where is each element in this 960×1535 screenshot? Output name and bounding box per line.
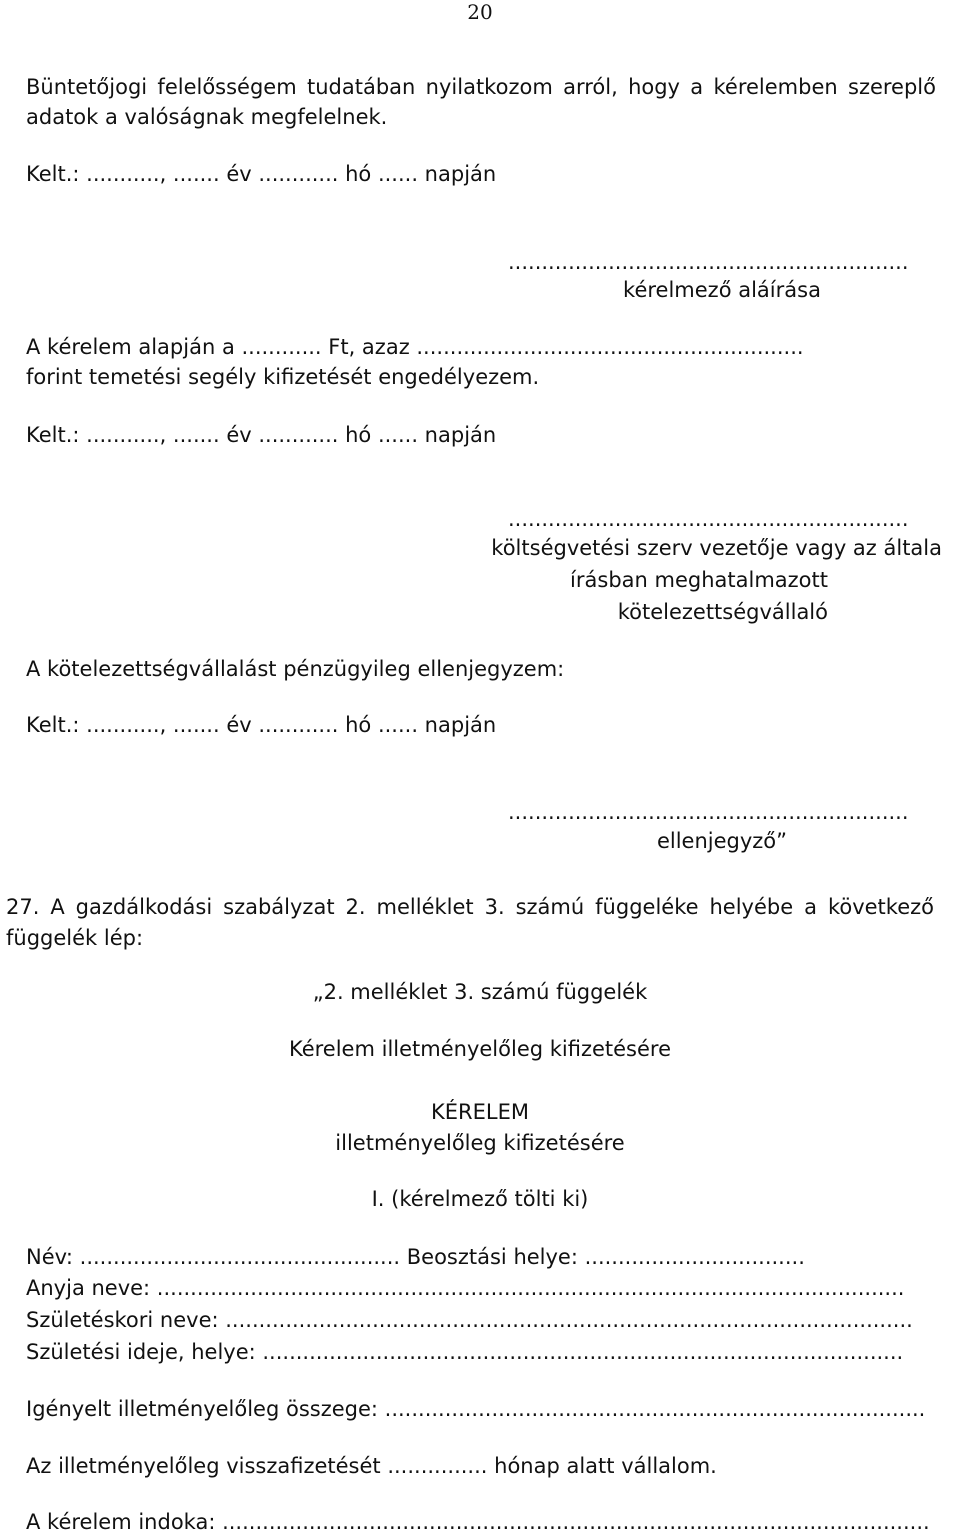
signature-label-2b: írásban meghatalmazott <box>570 568 828 592</box>
signature-label-1: kérelmező aláírása <box>623 278 821 302</box>
signature-label-3: ellenjegyző” <box>656 829 788 853</box>
signature-line-1: ............................................................ <box>508 250 909 274</box>
section-27-text: 27. A gazdálkodási szabályzat 2. melléklet 3. számú függeléke helyébe a következő függelék lép: <box>6 895 934 950</box>
appendix-subtitle: Kérelem illetményelőleg kifizetésére <box>288 1037 672 1061</box>
date-line-3: Kelt.: ..........., ....... év ............ hó ...... napján <box>26 713 497 737</box>
date-line-1: Kelt.: ..........., ....... év ............ hó ...... napján <box>26 162 497 186</box>
field-visszafizetes: Az illetményelőleg visszafizetését ............... hónap alatt vállalom. <box>26 1454 717 1478</box>
part-i-heading: I. (kérelmező tölti ki) <box>371 1187 589 1211</box>
date-line-2: Kelt.: ..........., ....... év ............ hó ...... napján <box>26 423 497 447</box>
signature-label-2c: kötelezettségvállaló <box>617 600 828 624</box>
field-szuletesi-ido: Születési ideje, helye: ................................................................................................ <box>26 1340 904 1364</box>
kerelem-heading: KÉRELEM <box>431 1100 529 1124</box>
declaration-text: Büntetőjogi felelősségem tudatában nyilatkozom arról, hogy a kérelemben szereplő adatok a valóságnak megfelelnek. <box>26 75 936 129</box>
countersign-text: A kötelezettségvállalást pénzügyileg ellenjegyzem: <box>26 657 565 681</box>
signature-label-2a: költségvetési szerv vezetője vagy az általa <box>491 536 942 560</box>
kerelem-subheading: illetményelőleg kifizetésére <box>335 1131 625 1155</box>
signature-line-2: ............................................................ <box>508 507 909 531</box>
field-illetmenyeloleg-osszeg: Igényelt illetményelőleg összege: ................................................................................. <box>26 1397 926 1421</box>
page-number: 20 <box>467 0 493 24</box>
field-kerelem-indoka: A kérelem indoka: .......................................................................................................... <box>26 1510 930 1534</box>
signature-line-3: ............................................................ <box>508 800 909 824</box>
field-szuleteskori-neve: Születéskori neve: ....................................................................................................... <box>26 1308 913 1332</box>
field-anyja-neve: Anyja neve: ................................................................................................................ <box>26 1276 905 1300</box>
field-nev: Név: ................................................ Beosztási helye: ................................. <box>26 1245 805 1269</box>
approval-line-2: forint temetési segély kifizetését engedélyezem. <box>26 365 540 389</box>
appendix-title: „2. melléklet 3. számú függelék <box>312 980 648 1004</box>
approval-line-1: A kérelem alapján a ............ Ft, azaz .......................................................... <box>26 335 804 359</box>
